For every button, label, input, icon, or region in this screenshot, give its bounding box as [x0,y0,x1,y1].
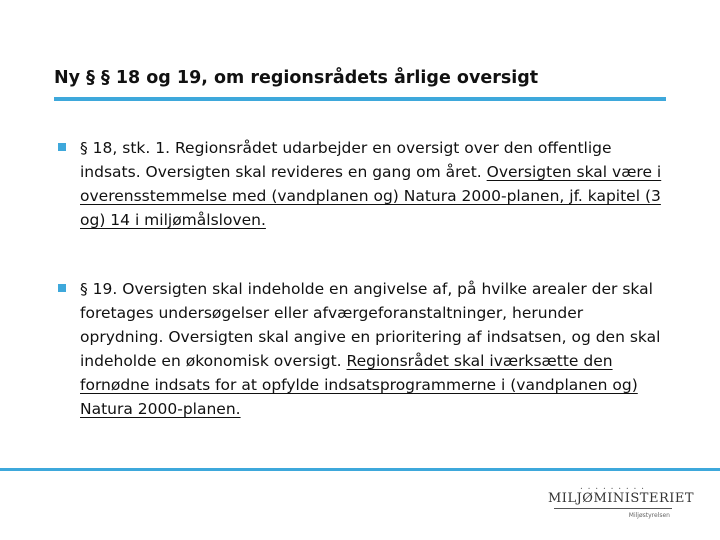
paragraph-lead: § 19 [80,280,113,298]
logo-name: MILJØMINISTERIET [548,491,695,506]
logo-crown-dots: • • • • • • • • • [580,486,646,491]
slide-title: Ny § § 18 og 19, om regionsrådets årlige oversigt [54,68,539,88]
paragraph-section-19 [80,277,670,421]
ministry-logo [548,486,695,522]
paragraph-underlined-text: Oversigten skal være i overensstemmelse med (vandplanen og) Natura 2000-planen, jf. kapitel (3 og) 14 i miljømålsloven. [80,163,662,229]
title-divider [54,97,666,101]
logo-underline [554,508,672,509]
logo-subtitle: Miljøstyrelsen [628,512,670,519]
footer-divider [0,468,720,471]
bullet-marker-1 [58,143,66,151]
bullet-marker-2 [58,284,66,292]
paragraph-lead: § 18 [80,139,113,157]
paragraph-underlined-text: Regionsrådet skal iværksætte den fornødne indsats for at opfylde indsatsprogrammerne i (vandplanen og) Natura 2000-planen. [80,352,638,418]
paragraph-text: , stk. 1. Regionsrådet udarbejder en oversigt over den offentlige indsats. Oversigten skal revideres en gang om året. [80,139,612,181]
paragraph-text: . Oversigten skal indeholde en angivelse af, på hvilke arealer der skal foretages undersøgelser eller afværgeforanstaltninger, herunder oprydning. Oversigten skal angive en prioritering af indsatsen, og den skal indeholde en økonomisk oversigt. [80,280,661,370]
paragraph-section-18 [80,136,670,232]
